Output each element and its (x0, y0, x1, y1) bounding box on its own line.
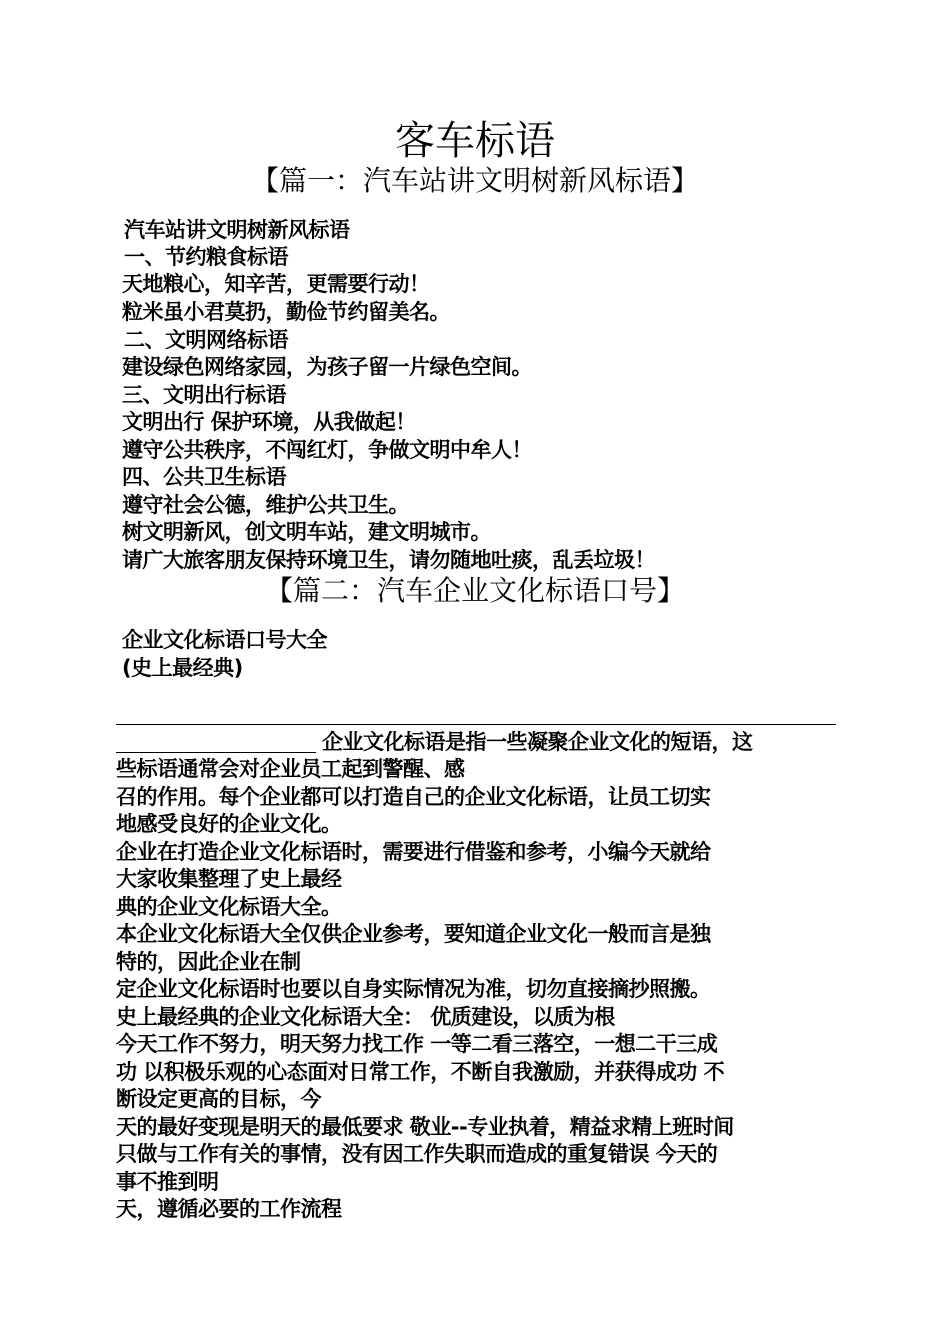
text-line: 一、节约粮食标语 (124, 245, 288, 269)
text-line: 召的作用。每个企业都可以打造自己的企业文化标语，让员工切实 (116, 785, 711, 809)
text-line: 树文明新风，创文明车站，建文明城市。 (122, 520, 491, 544)
text-line: 本企业文化标语大全仅供企业参考，要知道企业文化一般而言是独 (116, 922, 711, 946)
text-line: 特的，因此企业在制 (116, 950, 301, 974)
document-title: 客车标语 (395, 118, 555, 164)
text-line: 遵守公共秩序，不闯红灯，争做文明中牟人！ (122, 438, 532, 462)
text-line: 典的企业文化标语大全。 (116, 895, 342, 919)
text-line: 断设定更高的目标，今 (116, 1087, 321, 1111)
text-line: (史上最经典) (122, 656, 243, 680)
text-line: 四、公共卫生标语 (122, 465, 286, 489)
text-line: 文明出行 保护环境，从我做起！ (122, 410, 416, 434)
text-line: 事不推到明 (116, 1170, 219, 1194)
text-line: 天地粮心，知辛苦，更需要行动！ (122, 272, 430, 296)
text-line: 只做与工作有关的事情，没有因工作失职而造成的重复错误 今天的 (116, 1142, 718, 1166)
section-heading-1: 【篇一：汽车站讲文明树新风标语】 (250, 164, 699, 197)
text-line: 些标语通常会对企业员工起到警醒、感 (116, 757, 465, 781)
horizontal-rule (116, 724, 836, 725)
text-line: 三、文明出行标语 (122, 383, 286, 407)
text-line: 建设绿色网络家园，为孩子留一片绿色空间。 (122, 355, 532, 379)
text-line: 史上最经典的企业文化标语大全： 优质建设，以质为根 (116, 1005, 615, 1029)
text-line: 今天工作不努力，明天努力找工作 一等二看三落空，一想二干三成 (116, 1032, 718, 1056)
text-line: 请广大旅客朋友保持环境卫生，请勿随地吐痰，乱丢垃圾！ (122, 548, 655, 572)
horizontal-rule (116, 752, 316, 753)
text-line: 二、文明网络标语 (124, 328, 288, 352)
section-heading-2: 【篇二：汽车企业文化标语口号】 (264, 574, 685, 607)
text-line: 功 以积极乐观的心态面对日常工作，不断自我激励，并获得成功 不 (116, 1060, 725, 1084)
text-line: 天的最好变现是明天的最低要求 敬业--专业执着，精益求精上班时间 (116, 1115, 734, 1139)
text-line: 企业文化标语是指一些凝聚企业文化的短语，这 (322, 730, 753, 754)
text-line: 天，遵循必要的工作流程 (116, 1197, 342, 1221)
text-line: 汽车站讲文明树新风标语 (124, 218, 350, 242)
text-line: 企业在打造企业文化标语时，需要进行借鉴和参考，小编今天就给 (116, 840, 711, 864)
text-line: 企业文化标语口号大全 (122, 628, 327, 652)
text-line: 大家收集整理了史上最经 (116, 867, 342, 891)
text-line: 遵守社会公德，维护公共卫生。 (122, 493, 409, 517)
text-line: 粒米虽小君莫扔，勤俭节约留美名。 (122, 300, 450, 324)
text-line: 地感受良好的企业文化。 (116, 812, 342, 836)
text-line: 定企业文化标语时也要以自身实际情况为准，切勿直接摘抄照搬。 (116, 977, 711, 1001)
